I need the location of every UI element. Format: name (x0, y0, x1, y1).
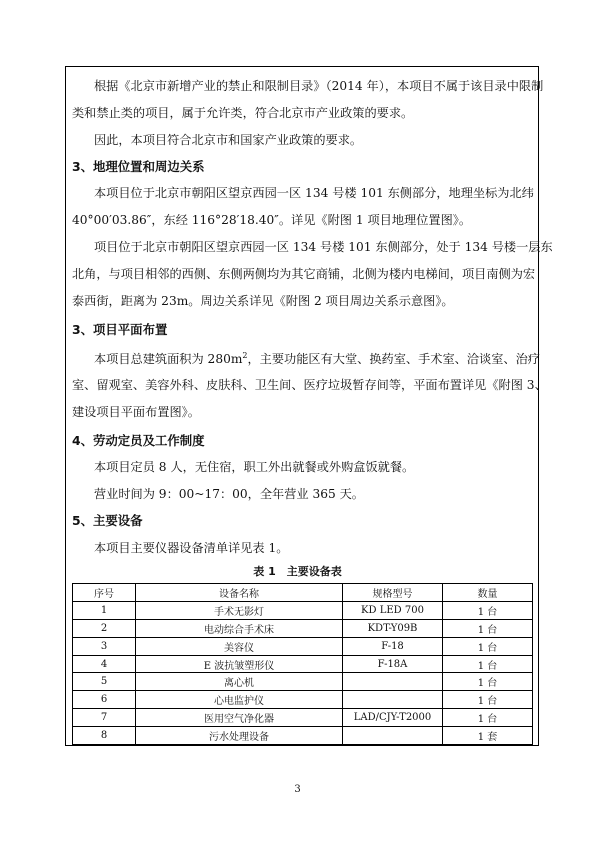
table-cell: F-18 (343, 637, 443, 655)
equipment-intro: 本项目主要仪器设备清单详见表 1。 (94, 541, 289, 555)
table-cell: 心电监护仪 (136, 691, 343, 709)
header-cell: 规格型号 (343, 584, 443, 602)
table-cell: 1 台 (443, 655, 533, 673)
layout-functions-text: ，主要功能区有大堂、换药室、手术室、洽谈室、治疗 (247, 352, 540, 367)
table-cell: 2 (73, 619, 136, 637)
conclusion-paragraph: 因此，本项目符合北京市和国家产业政策的要求。 (94, 133, 363, 147)
heading-layout: 3、项目平面布置 (72, 322, 168, 337)
hours-paragraph: 营业时间为 9：00~17：00，全年营业 365 天。 (94, 487, 364, 501)
surroundings-paragraph-line2: 北角，与项目相邻的西侧、东侧两侧均为其它商铺，北侧为楼内电梯间，项目南侧为宏 (72, 267, 536, 281)
table-cell: 1 台 (443, 673, 533, 691)
table-caption: 表 1 主要设备表 (253, 565, 342, 578)
layout-paragraph-line1 (94, 349, 540, 367)
table-cell: 1 (73, 601, 136, 619)
table-cell: F-18A (343, 655, 443, 673)
area-superscript: 2 (242, 351, 248, 360)
table-row (73, 637, 533, 655)
table-cell (343, 727, 443, 745)
header-cell: 设备名称 (136, 584, 343, 602)
table-cell: 8 (73, 727, 136, 745)
table-cell: 5 (73, 673, 136, 691)
location-paragraph-line1: 本项目位于北京市朝阳区望京西园一区 134 号楼 101 东侧部分，地理坐标为北纬 (94, 186, 534, 200)
table-cell: KDT-Y09B (343, 619, 443, 637)
table-cell (343, 691, 443, 709)
page-number: 3 (294, 784, 301, 795)
table-cell: E 波抗皱塑形仪 (136, 655, 343, 673)
table-cell: 6 (73, 691, 136, 709)
table-cell: 1 台 (443, 637, 533, 655)
heading-location: 3、地理位置和周边关系 (72, 159, 205, 174)
table-row (73, 691, 533, 709)
layout-paragraph-line3: 建设项目平面布置图》。 (72, 405, 200, 419)
table-cell: KD LED 700 (343, 601, 443, 619)
heading-equipment: 5、主要设备 (72, 513, 143, 528)
table-row (73, 673, 533, 691)
heading-staffing: 4、劳动定员及工作制度 (72, 433, 205, 448)
table-cell: 污水处理设备 (136, 727, 343, 745)
location-paragraph-line2: 40°00′03.86″，东经 116°28′18.40″。详见《附图 1 项目地理位置图》。 (72, 213, 472, 227)
table-cell: 1 台 (443, 709, 533, 727)
equipment-table (72, 583, 533, 745)
surroundings-paragraph-line3: 泰西街，距离为 23m。周边关系详见《附图 2 项目周边关系示意图》。 (72, 294, 454, 308)
table-cell (343, 673, 443, 691)
table-cell: 1 台 (443, 619, 533, 637)
layout-area-text: 本项目总建筑面积为 280m (94, 352, 243, 367)
table-cell: 美容仪 (136, 637, 343, 655)
policy-paragraph-line1: 根据《北京市新增产业的禁止和限制目录》（2014 年），本项目不属于该目录中限制 (94, 79, 544, 93)
table-row (73, 619, 533, 637)
staff-paragraph: 本项目定员 8 人，无住宿，职工外出就餐或外购盒饭就餐。 (94, 460, 415, 474)
table-row (73, 727, 533, 745)
table-cell: 3 (73, 637, 136, 655)
table-cell: 1 台 (443, 691, 533, 709)
policy-paragraph-line2: 类和禁止类的项目，属于允许类，符合北京市产业政策的要求。 (72, 106, 414, 120)
layout-paragraph-line2: 室、留观室、美容外科、皮肤科、卫生间、医疗垃圾暂存间等，平面布置详见《附图 3、 (72, 378, 547, 392)
table-row (73, 601, 533, 619)
table-row (73, 709, 533, 727)
table-cell: 医用空气净化器 (136, 709, 343, 727)
header-cell: 序号 (73, 584, 136, 602)
table-header-row (73, 584, 533, 602)
table-cell: 7 (73, 709, 136, 727)
table-cell: 离心机 (136, 673, 343, 691)
table-cell: 1 台 (443, 601, 533, 619)
table-cell: 电动综合手术床 (136, 619, 343, 637)
table-cell: 手术无影灯 (136, 601, 343, 619)
table-cell: LAD/CJY-T2000 (343, 709, 443, 727)
table-cell: 4 (73, 655, 136, 673)
table-row (73, 655, 533, 673)
surroundings-paragraph-line1: 项目位于北京市朝阳区望京西园一区 134 号楼 101 东侧部分，处于 134 号楼一层东 (94, 240, 553, 254)
header-cell: 数量 (443, 584, 533, 602)
table-cell: 1 套 (443, 727, 533, 745)
